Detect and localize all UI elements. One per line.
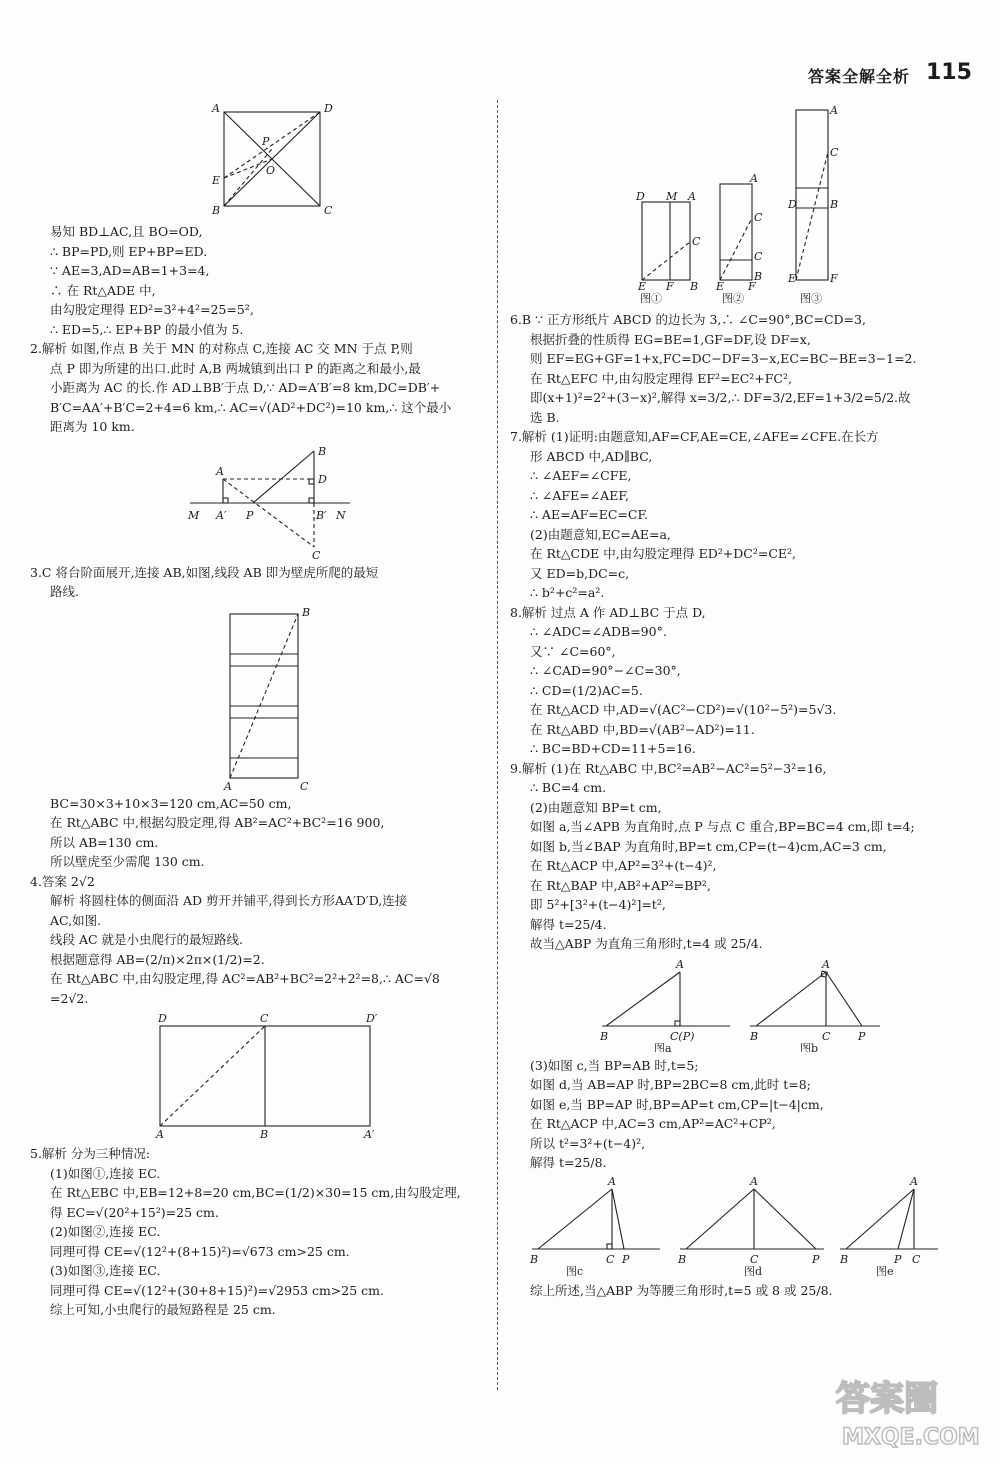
text-line: 所以 t²=3²+(t−4)², (530, 1135, 646, 1151)
text-line: AC,如图. (50, 912, 102, 928)
text-line: 又 ED=b,DC=c, (530, 565, 630, 581)
text-line: 同理可得 CE=√(12²+(8+15)²)=√673 cm>25 cm. (50, 1243, 350, 1259)
fig5-label-e: E (638, 280, 647, 293)
header-title: 答案全解全析 (808, 67, 911, 86)
figc-label-b: B (530, 1252, 539, 1266)
text-line: 6.B ∵ 正方形纸片 ABCD 的边长为 3,∴ ∠C=90°,BC=CD=3, (510, 312, 866, 327)
text-line: 4.答案 2√2 (30, 873, 95, 889)
figure-box-unfoldings (510, 102, 965, 306)
fig5-label-d: D (636, 190, 645, 203)
text-line: 在 Rt△BAP 中,AB²+AP²=BP², (530, 877, 711, 893)
fige-caption: 图e (876, 1264, 894, 1277)
figd-label-a: A (750, 1176, 758, 1188)
figc-label-p: P (622, 1252, 630, 1266)
fig2-label-a: A (216, 464, 224, 478)
fig5-label-b: B (690, 280, 699, 293)
text-line: 则 EF=EG+GF=1+x,FC=DC−DF=3−x,EC=BC−BE=3−1=2. (530, 351, 917, 366)
figd-caption: 图d (744, 1264, 763, 1277)
fig2-label-m: M (188, 508, 200, 522)
text-line: 线段 AC 就是小虫爬行的最短路线. (50, 932, 244, 947)
text-line: ∴ ∠CAD=90°−∠C=30°, (530, 663, 681, 678)
text-line: 如图 a,当∠APB 为直角时,点 P 与点 C 重合,BP=BC=4 cm,即 t=4; (530, 819, 915, 834)
figa-label-cp: C(P) (670, 1029, 695, 1043)
text-line: 故当△ABP 为直角三角形时,t=4 或 25/4. (530, 936, 763, 951)
q7-solution (510, 427, 965, 603)
text-line: 由勾股定理得 ED²=3²+4²=25=5², (50, 302, 254, 317)
figb-label-a: A (822, 957, 830, 971)
figc-label-a: A (608, 1176, 616, 1188)
figure-triangles-ab (510, 958, 965, 1052)
text-line: 选 B. (530, 409, 560, 425)
text-line: (2)由题意知,EC=AE=a, (530, 526, 671, 542)
fig1-label-a: A (212, 102, 220, 115)
figd-label-b: B (678, 1252, 687, 1266)
text-line: 在 Rt△ABC 中,由勾股定理,得 AC²=AB²+BC²=2²+2²=8,∴ AC=√8 (50, 971, 440, 986)
fig1-label-d: D (324, 102, 333, 115)
text-line: 解得 t=25/4. (530, 916, 607, 932)
fig4-label-b: B (260, 1128, 269, 1140)
text-line: 5.解析 分为三种情况: (30, 1146, 151, 1161)
fig3-label-c: C (300, 779, 309, 790)
fig5c-label-b: B (830, 198, 839, 211)
text-line: 形 ABCD 中,AD∥BC, (530, 448, 653, 464)
q8-solution (510, 603, 965, 759)
figc-label-c: C (606, 1252, 615, 1266)
figb-label-b: B (750, 1029, 759, 1043)
text-line: 小距离为 AC 的长.作 AD⊥BB′于点 D,∵ AD=A′B′=8 km,DC=DB′+ (50, 380, 441, 395)
fige-label-a: A (910, 1176, 918, 1188)
q3-solution (30, 563, 485, 602)
text-line: (3)如图③,连接 EC. (50, 1263, 161, 1278)
q5-solution (30, 1144, 485, 1320)
fig2-label-d: D (318, 472, 327, 486)
watermark-domain: MXQE.COM (842, 1425, 980, 1450)
text-line: ∴ BP=PD,则 EP+BP=ED. (50, 243, 208, 259)
fig5b-label-e: E (716, 280, 725, 293)
figure-river-exit (30, 441, 485, 559)
text-line: ∴ 在 Rt△ADE 中, (50, 282, 156, 298)
text-line: ∴ ED=5,∴ EP+BP 的最小值为 5. (50, 321, 244, 337)
q6-solution (510, 310, 965, 427)
text-line: 即 5²+[3²+(t−4)²]=t², (530, 897, 666, 912)
fig3-label-b: B (302, 605, 311, 619)
fig5b-label-c: C (754, 211, 763, 224)
fig2-label-b-prime: B′ (316, 508, 327, 522)
text-line: ∵ AE=3,AD=AB=1+3=4, (50, 263, 210, 278)
fig2-label-b: B (318, 444, 327, 458)
figd-label-c: C (750, 1252, 759, 1266)
figure-square-abcd (30, 100, 485, 218)
figb-caption: 图b (800, 1041, 819, 1052)
text-line: 2.解析 如图,作点 B 关于 MN 的对称点 C,连接 AC 交 MN 于点 P,则 (30, 341, 413, 356)
text-line: =2√2. (50, 990, 89, 1006)
text-line: ∴ b²+c²=a². (530, 585, 605, 600)
fig5-label-m: M (666, 190, 678, 203)
fig4-label-c: C (260, 1012, 269, 1025)
text-line: (2)如图②,连接 EC. (50, 1224, 161, 1239)
watermark-logo (832, 1370, 982, 1450)
fig4-label-d-prime: D′ (366, 1012, 378, 1025)
fig5c-label-a: A (830, 104, 838, 117)
fig5-label-f: F (666, 280, 674, 293)
q4-solution (30, 872, 485, 1009)
text-line: 在 Rt△ACP 中,AP²=3²+(t−4)², (530, 858, 717, 873)
fig1-label-b: B (212, 204, 221, 217)
figc-caption: 图c (566, 1264, 584, 1277)
fig5-caption-1: 图① (640, 292, 662, 305)
fig5-caption-2: 图② (722, 292, 744, 305)
text-line: ∴ CD=(1/2)AC=5. (530, 682, 643, 698)
text-line: 即(x+1)²=2²+(3−x)²,解得 x=3/2,∴ DF=3/2,EF=1+3/2=5/2.故 (530, 390, 911, 405)
q9-conclusion: 综上所述,当△ABP 为等腰三角形时,t=5 或 8 或 25/8. (530, 1282, 833, 1298)
figd-label-p: P (812, 1252, 820, 1266)
text-line: 在 Rt△ABC 中,根据勾股定理,得 AB²=AC²+BC²=16 900, (50, 815, 385, 830)
page-number: 115 (926, 60, 972, 85)
text-line: 在 Rt△EFC 中,由勾股定理得 EF²=EC²+FC², (530, 370, 792, 386)
q9-solution (510, 759, 965, 954)
text-line: 在 Rt△ACP 中,AC=3 cm,AP²=AC²+CP², (530, 1116, 776, 1131)
fig5b-label-f: F (748, 280, 756, 293)
text-line: 综上可知,小虫爬行的最短路程是 25 cm. (50, 1302, 276, 1317)
fig1-label-o: O (266, 164, 276, 177)
text-line: 又∵ ∠C=60°, (530, 643, 616, 659)
watermark-text: 答案圈 (836, 1379, 938, 1419)
text-line: 在 Rt△EBC 中,EB=12+8=20 cm,BC=(1/2)×30=15 cm,由勾股定理, (50, 1185, 461, 1200)
figa-caption: 图a (654, 1041, 672, 1052)
fig1-label-e: E (212, 174, 221, 187)
text-line: B′C=AA′+B′C=2+4=6 km,∴ AC=√(AD²+DC²)=10 km,∴ 这个最小 (50, 399, 452, 415)
text-line: 解得 t=25/8. (530, 1155, 607, 1170)
text-line: 在 Rt△ACD 中,AD=√(AC²−CD²)=√(10²−5²)=5√3. (530, 702, 837, 717)
text-line: 所以壁虎至少需爬 130 cm. (50, 854, 205, 869)
fig2-label-c: C (312, 548, 321, 559)
text-line: (1)如图①,连接 EC. (50, 1165, 161, 1181)
left-column (30, 96, 485, 1320)
fig5-caption-3: 图③ (800, 292, 822, 305)
q1-solution (30, 222, 485, 339)
fige-label-p: P (894, 1252, 902, 1266)
text-line: 如图 b,当∠BAP 为直角时,BP=t cm,CP=(t−4)cm,AC=3 cm, (530, 838, 887, 854)
fig5-label-c: C (692, 235, 701, 248)
text-line: ∴ BC=BD+CD=11+5=16. (530, 741, 696, 756)
figb-label-c: C (822, 1029, 831, 1043)
fige-label-c: C (912, 1252, 921, 1266)
text-line: 如图 e,当 BP=AP 时,BP=AP=t cm,CP=|t−4|cm, (530, 1096, 824, 1112)
text-line: 7.解析 (1)证明:由题意知,AF=CF,AE=CE,∠AFE=∠CFE.在长方 (510, 429, 879, 444)
text-line: ∴ ∠AEF=∠CFE, (530, 468, 632, 483)
text-line: 3.C 将台阶面展开,连接 AB,如图,线段 AB 即为壁虎所爬的最短 (30, 564, 379, 580)
q2-solution (30, 339, 485, 437)
fig2-label-p: P (246, 508, 254, 522)
text-line: 根据题意得 AB=(2/π)×2π×(1/2)=2. (50, 951, 265, 967)
fig5c-label-f: F (830, 272, 838, 285)
text-line: BC=30×3+10×3=120 cm,AC=50 cm, (50, 795, 292, 811)
text-line: 所以 AB=130 cm. (50, 834, 159, 850)
fig5c-label-e: E (788, 272, 797, 285)
figa-label-b: B (600, 1029, 609, 1043)
text-line: 点 P 即为所建的出口.此时 A,B 两城镇到出口 P 的距离之和最小,最 (50, 360, 421, 376)
fig2-label-a-prime: A′ (216, 508, 227, 522)
fig5b-label-b: B (754, 270, 763, 283)
fig4-label-a: A (156, 1128, 164, 1140)
figure-stairs-unfolded (30, 606, 485, 790)
fig5-label-a: A (688, 190, 696, 203)
figure-cylinder-unrolled (30, 1012, 485, 1140)
fig1-label-p: P (262, 135, 270, 148)
text-line: 同理可得 CE=√(12²+(30+8+15)²)=√2953 cm>25 cm. (50, 1282, 384, 1298)
text-line: 8.解析 过点 A 作 AD⊥BC 于点 D, (510, 604, 706, 620)
text-line: ∴ ∠ADC=∠ADB=90°. (530, 624, 667, 639)
text-line: 9.解析 (1)在 Rt△ABC 中,BC²=AB²−AC²=5²−3²=16, (510, 760, 827, 776)
fig1-label-c: C (324, 204, 333, 217)
text-line: 解析 将圆柱体的侧面沿 AD 剪开并铺平,得到长方形AA′D′D,连接 (50, 893, 408, 908)
text-line: 路线. (50, 584, 79, 599)
text-line: ∴ AE=AF=EC=CF. (530, 507, 649, 522)
right-column (510, 98, 965, 1300)
text-line: ∴ BC=4 cm. (530, 780, 607, 795)
text-line: 如图 d,当 AB=AP 时,BP=2BC=8 cm,此时 t=8; (530, 1077, 811, 1092)
q9-part3 (510, 1056, 965, 1173)
fig4-label-a-prime: A′ (364, 1128, 375, 1140)
text-line: (3)如图 c,当 BP=AB 时,t=5; (530, 1057, 699, 1073)
text-line: 在 Rt△ABD 中,BD=√(AB²−AD²)=11. (530, 721, 755, 737)
figb-label-p: P (858, 1029, 866, 1043)
fig5b-label-c2: C (754, 250, 763, 263)
column-divider (497, 100, 498, 1390)
text-line: 距离为 10 km. (50, 419, 135, 434)
fig5c-label-c: C (830, 146, 839, 159)
text-line: ∴ ∠AFE=∠AEF, (530, 487, 630, 503)
fig4-label-d: D (158, 1012, 167, 1025)
page-header (808, 62, 978, 88)
fig3-label-a: A (224, 779, 232, 790)
fige-label-b: B (840, 1252, 849, 1266)
text-line: 得 EC=√(20²+15²)=25 cm. (50, 1204, 219, 1220)
text-line: 在 Rt△CDE 中,由勾股定理得 ED²+DC²=CE², (530, 546, 797, 561)
q3-calculation (30, 794, 485, 872)
fig5c-label-d: D (788, 198, 797, 211)
text-line: 易知 BD⊥AC,且 BO=OD, (50, 224, 203, 239)
fig2-label-n: N (336, 508, 346, 522)
text-line: 根据折叠的性质得 EG=BE=1,GF=DF,设 DF=x, (530, 331, 811, 347)
figure-triangles-cde (510, 1177, 965, 1277)
text-line: (2)由题意知 BP=t cm, (530, 799, 662, 815)
figa-label-a: A (676, 957, 684, 971)
fig5b-label-a: A (750, 172, 758, 185)
